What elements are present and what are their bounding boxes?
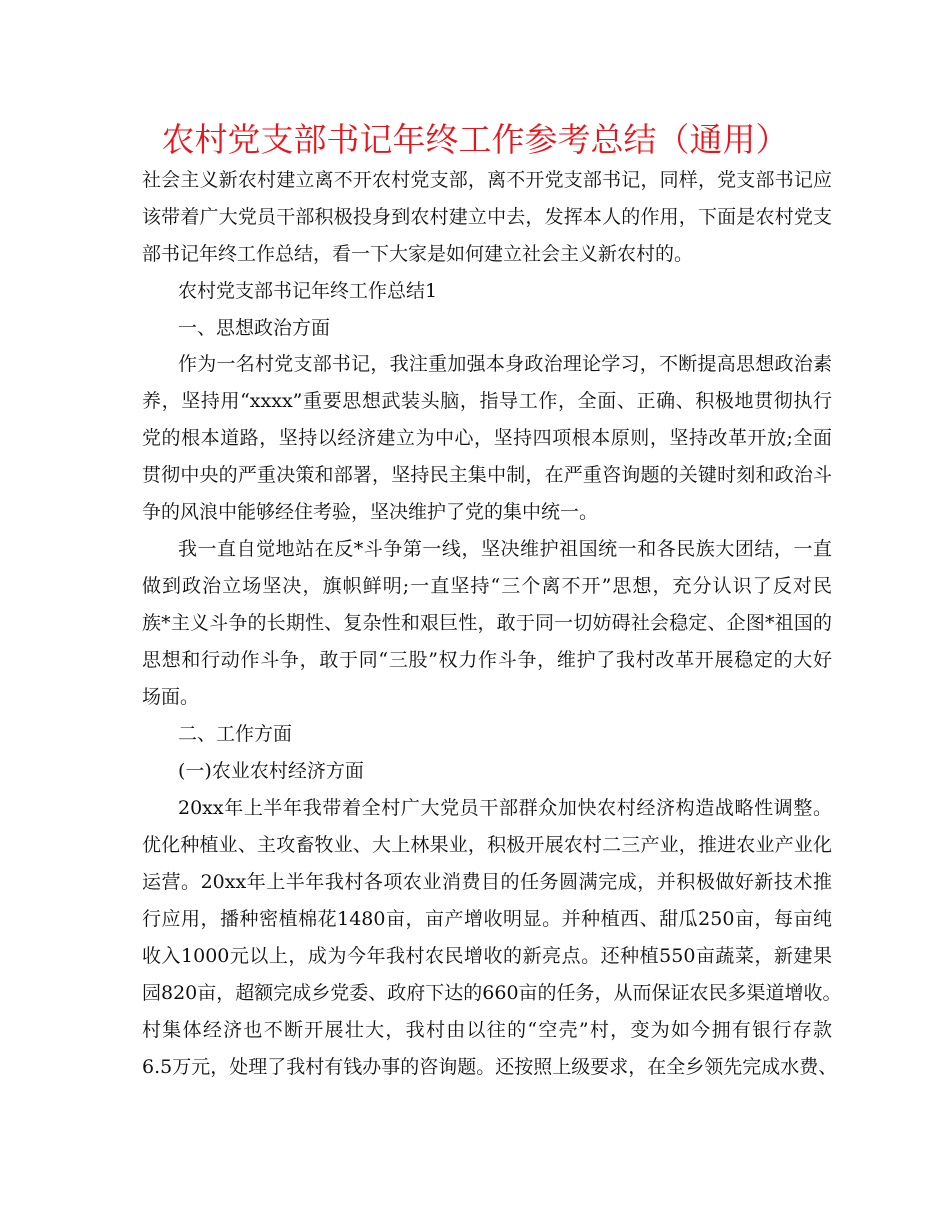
paragraph-line: 养，坚持用“xxxx”重要思想武装头脑，指导工作，全面、正确、积极地贯彻执行 [142, 390, 832, 412]
section-heading: 一、思想政治方面 [178, 317, 331, 339]
paragraph-line: 部书记年终工作总结，看一下大家是如何建立社会主义新农村的。 [142, 243, 694, 265]
paragraph-line: 村集体经济也不断开展壮大，我村由以往的“空壳”村，变为如今拥有银行存款 [142, 1019, 832, 1041]
paragraph-line: 党的根本道路，坚持以经济建立为中心，坚持四项根本原则，坚持改革开放;全面 [142, 427, 832, 449]
paragraph-line: 社会主义新农村建立离不开农村党支部，离不开党支部书记，同样，党支部书记应 [142, 169, 832, 191]
paragraph-line: 作为一名村党支部书记，我注重加强本身政治理论学习，不断提高思想政治素 [178, 353, 832, 375]
paragraph-line: 该带着广大党员干部积极投身到农村建立中去，发挥本人的作用，下面是农村党支 [142, 206, 832, 228]
paragraph-line: 行应用，播种密植棉花1480亩，亩产增收明显。并种植西、甜瓜250亩，每亩纯 [142, 908, 832, 930]
section-heading: 农村党支部书记年终工作总结1 [178, 280, 438, 302]
paragraph-line: 园820亩，超额完成乡党委、政府下达的660亩的任务，从而保证农民多渠道增收。 [142, 982, 842, 1004]
document-title: 农村党支部书记年终工作参考总结（通用） [161, 120, 789, 159]
section-heading: 二、工作方面 [178, 723, 293, 745]
paragraph-line: 做到政治立场坚决，旗帜鲜明;一直坚持“三个离不开”思想，充分认识了反对民 [142, 575, 832, 597]
paragraph-line: 族*主义斗争的长期性、复杂性和艰巨性，敢于同一切妨碍社会稳定、企图*祖国的 [142, 612, 832, 634]
paragraph-line: 争的风浪中能够经住考验，坚决维护了党的集中统一。 [142, 501, 599, 523]
paragraph-line: 我一直自觉地站在反*斗争第一线，坚决维护祖国统一和各民族大团结，一直 [178, 538, 832, 560]
paragraph-line: 思想和行动作斗争，敢于同“三股”权力作斗争，维护了我村改革开展稳定的大好 [142, 649, 832, 671]
paragraph-line: 场面。 [142, 686, 200, 708]
subsection-heading: (一)农业农村经济方面 [178, 760, 364, 782]
paragraph-line: 优化种植业、主攻畜牧业、大上林果业，积极开展农村二三产业，推进农业产业化 [142, 834, 832, 856]
paragraph-line: 20xx年上半年我带着全村广大党员干部群众加快农村经济构造战略性调整。 [178, 797, 832, 819]
paragraph-line: 6.5万元，处理了我村有钱办事的咨询题。还按照上级要求，在全乡领先完成水费、 [142, 1056, 838, 1078]
paragraph-line: 运营。20xx年上半年我村各项农业消费目的任务圆满完成，并积极做好新技术推 [142, 871, 832, 893]
paragraph-line: 贯彻中央的严重决策和部署，坚持民主集中制，在严重咨询题的关键时刻和政治斗 [142, 464, 832, 486]
paragraph-line: 收入1000元以上，成为今年我村农民增收的新亮点。还种植550亩蔬菜，新建果 [142, 945, 832, 967]
